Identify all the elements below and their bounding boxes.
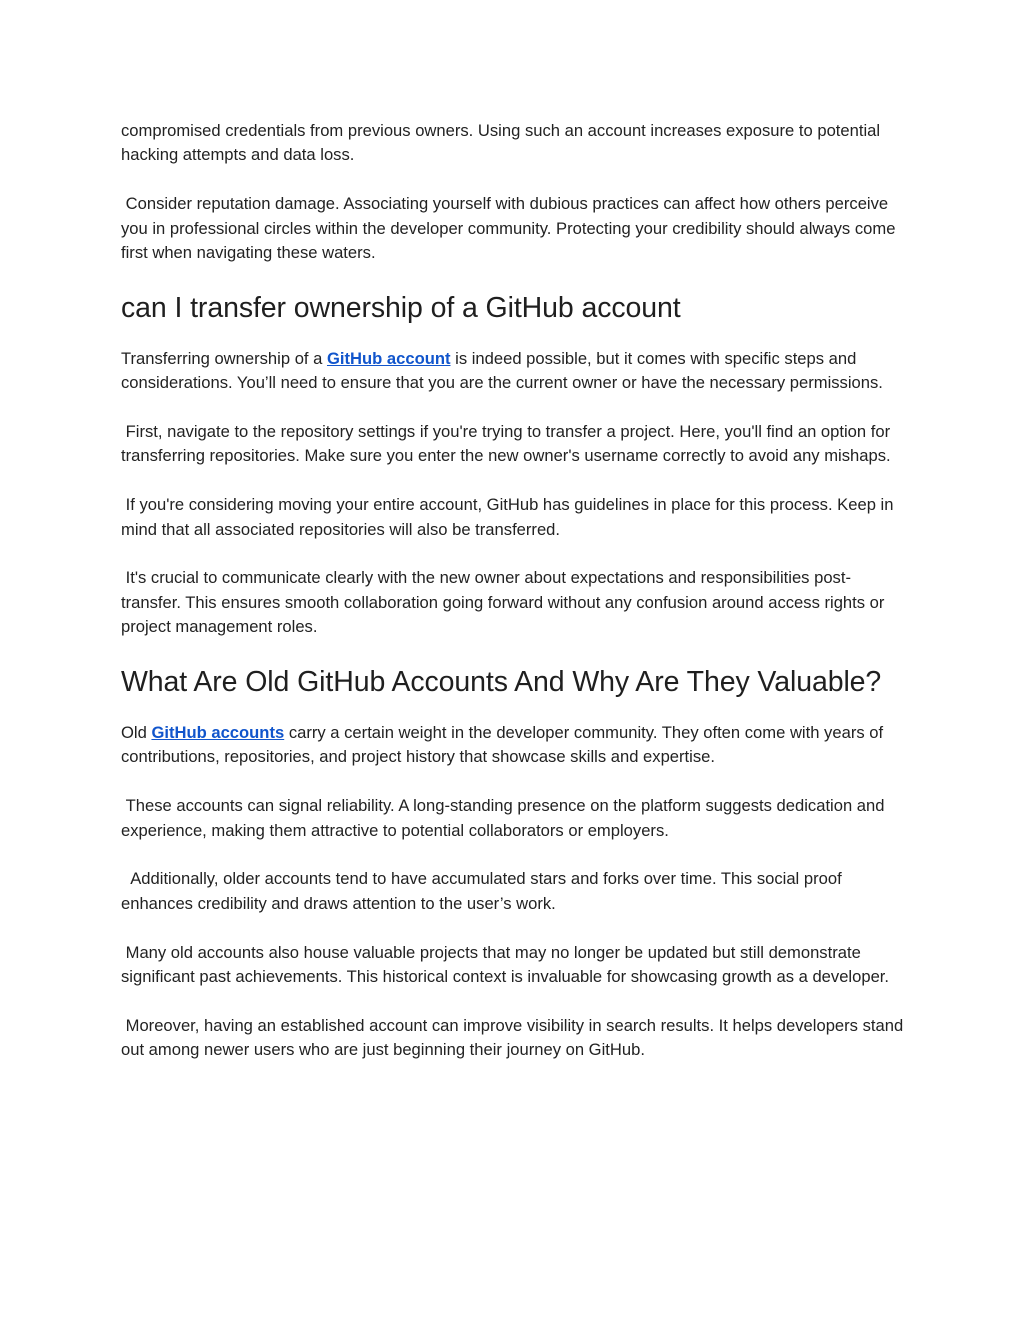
section-heading-transfer-ownership: can I transfer ownership of a GitHub account (121, 291, 681, 324)
old-accounts-paragraph-2: These accounts can signal reliability. A long-standing presence on the platform suggests dedication and experience, making them attractive to potential collaborators or employers. (121, 796, 890, 840)
transfer-paragraph-1-text-before: Transferring ownership of a (121, 348, 327, 368)
old-accounts-paragraph-1 (121, 721, 906, 770)
section-heading-old-accounts: What Are Old GitHub Accounts And Why Are They Valuable? (121, 666, 882, 699)
old-accounts-paragraph-3: Additionally, older accounts tend to have accumulated stars and forks over time. This social proof enhances credibility and draws attention to the user’s work. (121, 869, 847, 913)
old-accounts-paragraph-4: Many old accounts also house valuable projects that may no longer be updated but still demonstrate significant past achievements. This historical context is invaluable for showcasing growth as a developer. (121, 942, 890, 987)
github-accounts-link[interactable]: GitHub accounts (151, 723, 285, 743)
old-accounts-paragraph-1-text-before: Old (121, 723, 152, 743)
intro-paragraph-1: compromised credentials from previous owners. Using such an account increases exposure to potential hacking attempts and data loss. (121, 121, 881, 165)
transfer-paragraph-4: It's crucial to communicate clearly with the new owner about expectations and responsibilities post-transfer. This ensures smooth collaboration going forward without any confusion around access rights or project management roles. (121, 568, 890, 637)
document-page (121, 119, 906, 1087)
old-accounts-paragraph-1-text-after: carry a certain weight in the developer community. They often come with years of contributions, repositories, and project history that showcase skills and expertise. (121, 723, 884, 767)
github-account-link[interactable]: GitHub account (326, 348, 451, 368)
transfer-paragraph-1-text-after: is indeed possible, but it comes with specific steps and considerations. You’ll need to ensure that you are the current owner or have the necessary permissions. (121, 348, 883, 393)
intro-paragraph-2: Consider reputation damage. Associating yourself with dubious practices can affect how others perceive you in professional circles within the developer community. Protecting your credibility should always come first when navigating these waters. (121, 194, 901, 263)
transfer-paragraph-3: If you're considering moving your entire account, GitHub has guidelines in place for this process. Keep in mind that all associated repositories will also be transferred. (121, 495, 899, 539)
transfer-paragraph-2: First, navigate to the repository settings if you're trying to transfer a project. Here, you'll find an option for transferring repositories. Make sure you enter the new owner's username correctly to avoid any mishaps. (121, 422, 895, 466)
transfer-paragraph-1 (121, 347, 906, 396)
old-accounts-paragraph-5: Moreover, having an established account can improve visibility in search results. It helps developers stand out among newer users who are just beginning their journey on GitHub. (121, 1015, 908, 1060)
